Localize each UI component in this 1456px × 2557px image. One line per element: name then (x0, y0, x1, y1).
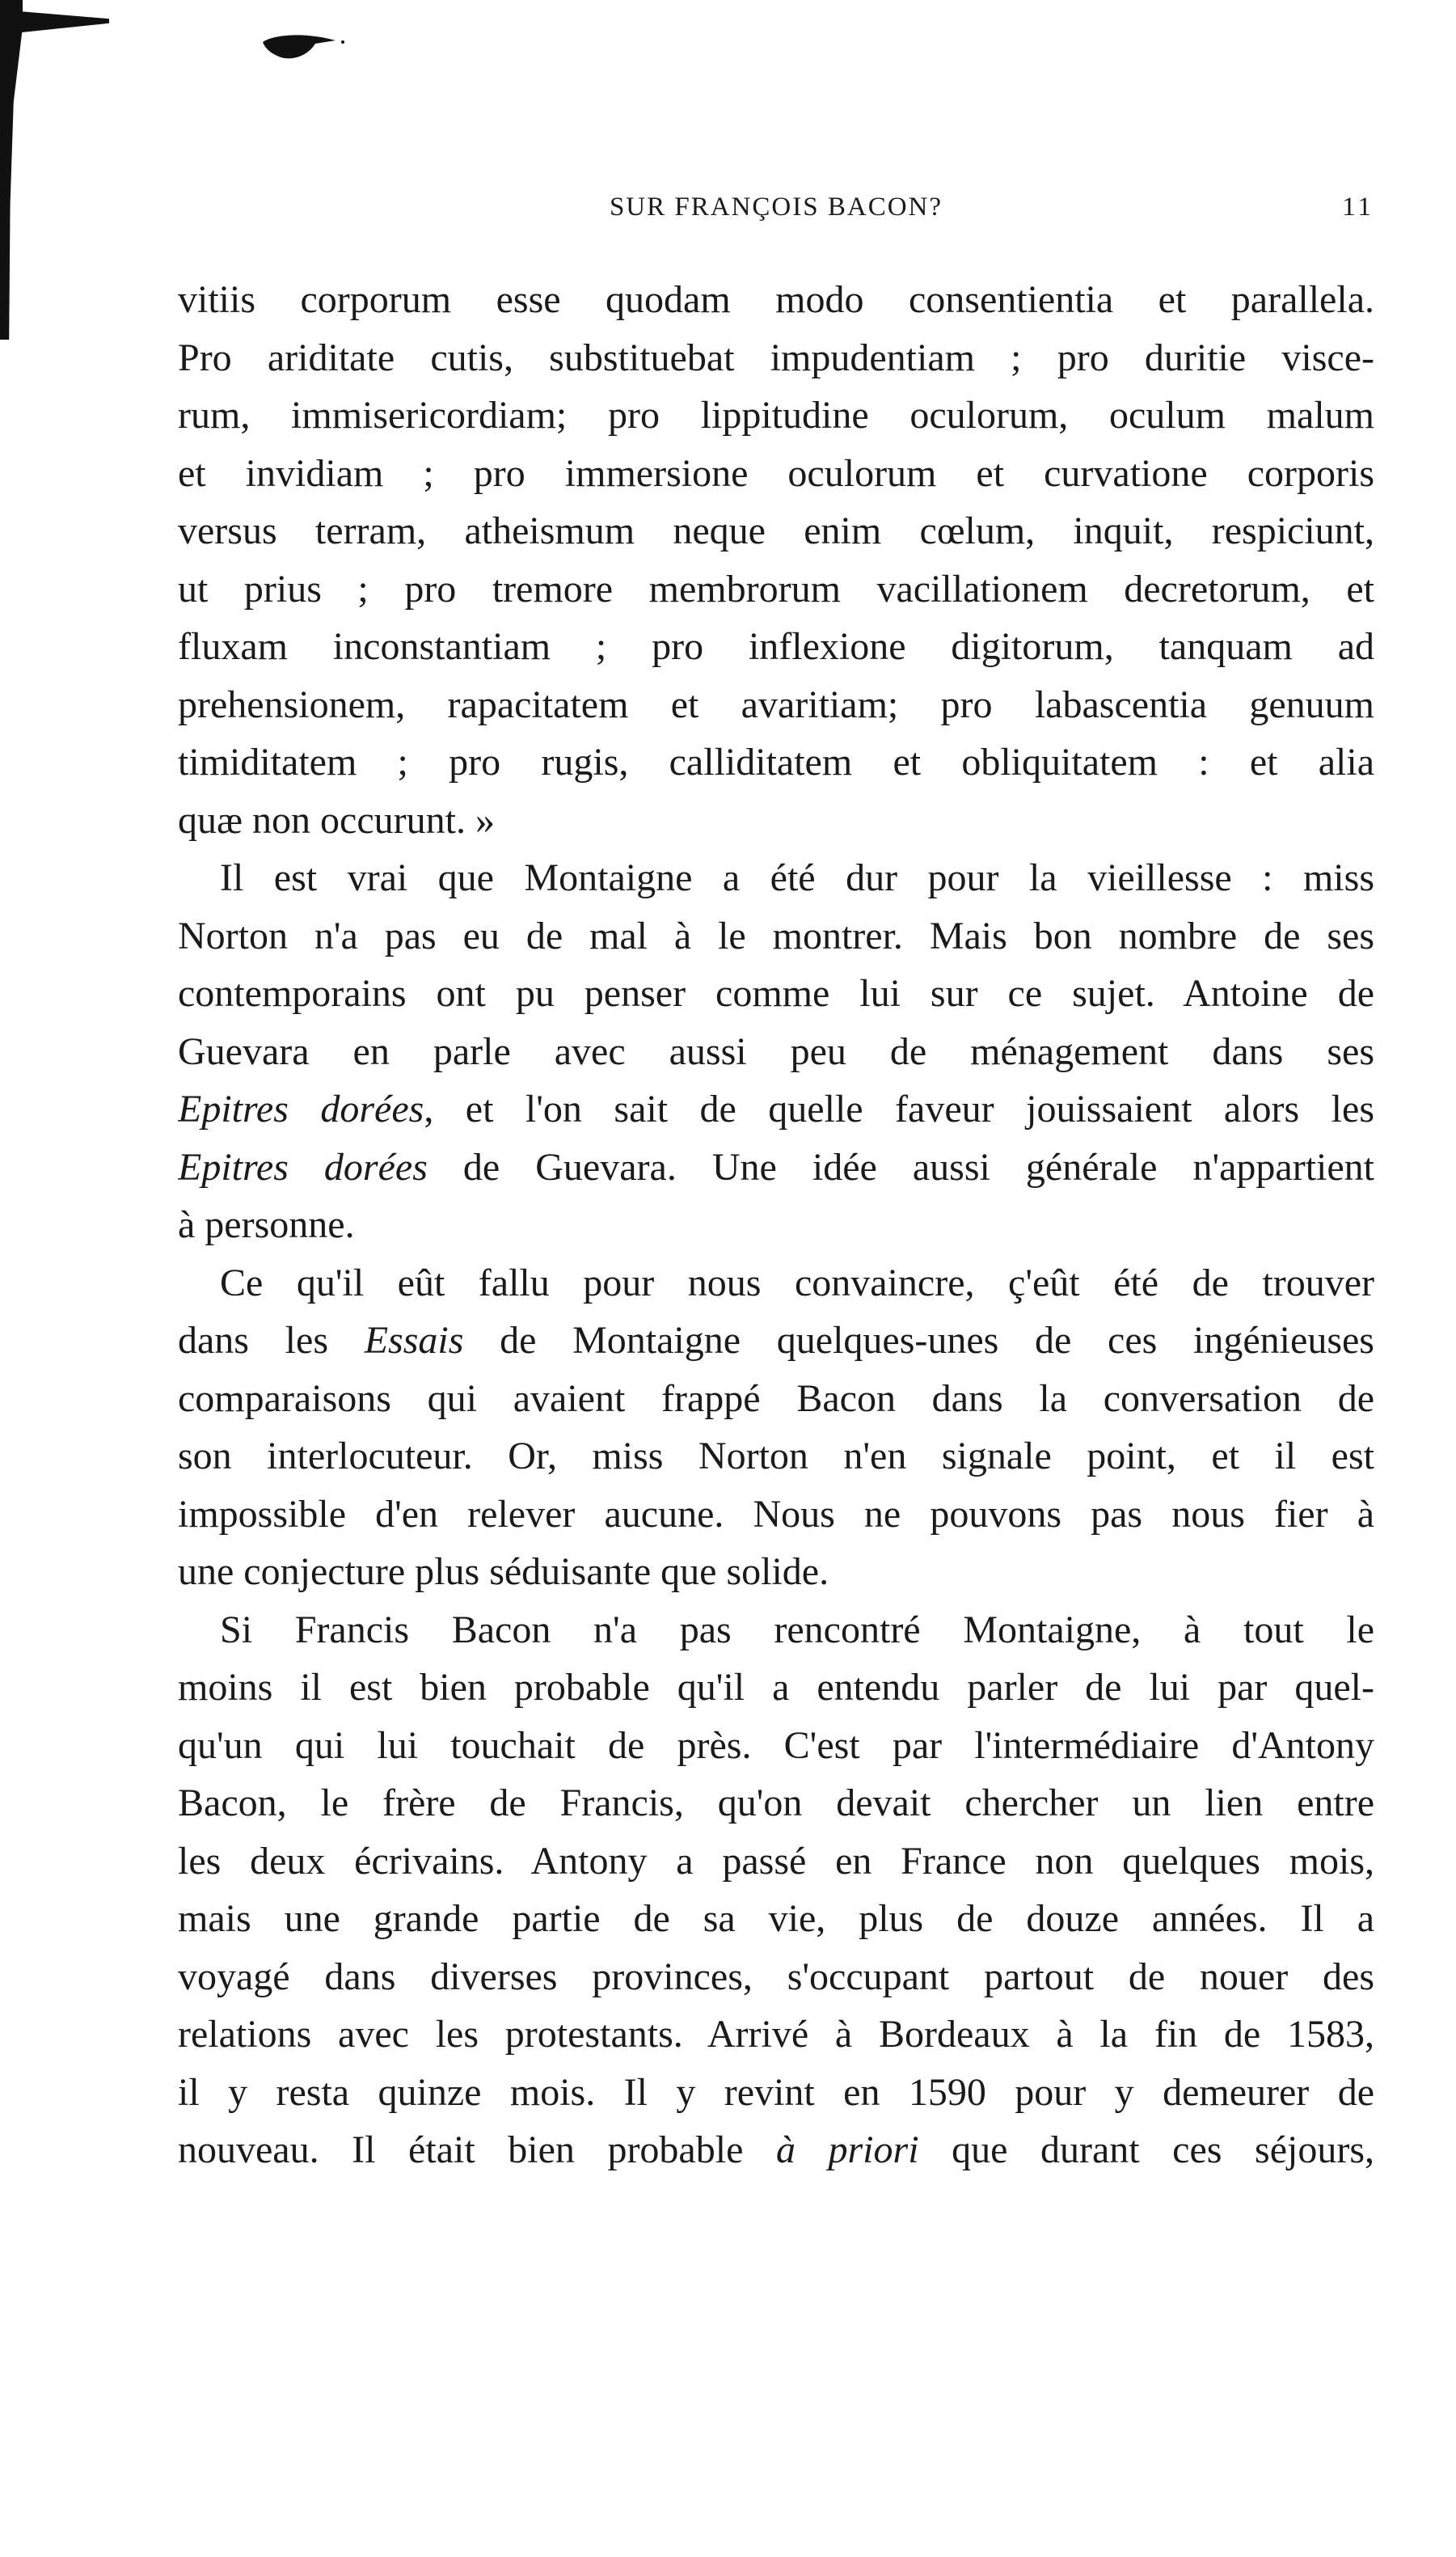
text-fragment: que durant ces séjours, (918, 2128, 1374, 2171)
text-line: il y resta quinze mois. Il y revint en 1590 pour y demeurer de (178, 2070, 1374, 2114)
text-line: Norton n'a pas eu de mal à le montrer. Mais bon nombre de ses (178, 914, 1374, 957)
text-line: rum, immisericordiam; pro lippitudine oculorum, oculum malum (178, 394, 1374, 437)
text-fragment: nouveau. Il était bien probable (178, 2128, 776, 2171)
text-line (178, 2121, 1374, 2179)
text-fragment: de Guevara. Une idée aussi générale n'appartient (427, 1145, 1374, 1189)
text-line: versus terram, atheismum neque enim cœlum, inquit, respiciunt, (178, 509, 1374, 552)
text-line: relations avec les protestants. Arrivé à Bordeaux à la fin de 1583, (178, 2013, 1374, 2056)
text-line: impossible d'en relever aucune. Nous ne pouvons pas nous fier à (178, 1492, 1374, 1536)
text-line: voyagé dans diverses provinces, s'occupant partout de nouer des (178, 1955, 1374, 1998)
ink-blot-icon (259, 32, 348, 65)
text-line: Bacon, le frère de Francis, qu'on devait chercher un lien entre (178, 1781, 1374, 1824)
text-line (178, 1139, 1374, 1197)
text-line: son interlocuteur. Or, miss Norton n'en signale point, et il est (178, 1435, 1374, 1477)
page-number: 11 (1342, 192, 1374, 222)
text-line: comparaisons qui avaient frappé Bacon dans la conversation de (178, 1376, 1374, 1420)
italic-phrase: à priori (775, 2128, 919, 2171)
text-line: vitiis corporum esse quodam modo consentientia et parallela. (178, 278, 1374, 321)
text-line: qu'un qui lui touchait de près. C'est par l'intermédiaire d'Antony (178, 1723, 1374, 1767)
text-line: prehensionem, rapacitatem et avaritiam; pro labascentia genuum (178, 683, 1374, 726)
text-line (178, 1080, 1374, 1139)
scan-corner-mark (0, 10, 109, 32)
text-line: Pro ariditate cutis, substituebat impudentiam ; pro duritie visce- (178, 336, 1374, 379)
text-line: fluxam inconstantiam ; pro inflexione digitorum, tanquam ad (178, 625, 1374, 668)
italic-title: Essais (364, 1319, 464, 1362)
running-head (178, 188, 1374, 233)
text-line (178, 1312, 1374, 1370)
text-line: Il est vrai que Montaigne a été dur pour la vieillesse : miss (220, 856, 1374, 899)
text-line: timiditatem ; pro rugis, calliditatem et obliquitatem : et alia (178, 741, 1374, 784)
text-line: à personne. (178, 1203, 355, 1246)
text-line: les deux écrivains. Antony a passé en France non quelques mois, (178, 1839, 1374, 1883)
body-text (178, 271, 1374, 2179)
text-fragment: dans les (178, 1319, 365, 1362)
text-fragment: de Montaigne quelques-unes de ces ingénieuses (463, 1319, 1374, 1362)
text-fragment: , et l'on sait de quelle faveur jouissaient alors les (424, 1088, 1374, 1131)
italic-title: Epitres dorées (178, 1088, 424, 1131)
text-line: mais une grande partie de sa vie, plus de douze années. Il a (178, 1897, 1374, 1940)
text-line: contemporains ont pu penser comme lui sur ce sujet. Antoine de (178, 972, 1374, 1015)
text-line: Ce qu'il eût fallu pour nous convaincre, ç'eût été de trouver (220, 1261, 1374, 1304)
text-line: une conjecture plus séduisante que solide. (178, 1550, 829, 1593)
text-line: ut prius ; pro tremore membrorum vacillationem decretorum, et (178, 567, 1374, 611)
text-line: moins il est bien probable qu'il a entendu parler de lui par quel- (178, 1666, 1374, 1709)
text-line: Si Francis Bacon n'a pas rencontré Montaigne, à tout le (220, 1608, 1374, 1651)
running-title: SUR FRANÇOIS BACON? (609, 192, 943, 222)
text-line: quæ non occurunt. » (178, 798, 495, 842)
italic-title: Epitres dorées (178, 1145, 428, 1189)
scan-edge-mark (0, 0, 23, 340)
text-line: Guevara en parle avec aussi peu de ménagement dans ses (178, 1029, 1374, 1073)
text-line: et invidiam ; pro immersione oculorum et curvatione corporis (178, 451, 1374, 495)
